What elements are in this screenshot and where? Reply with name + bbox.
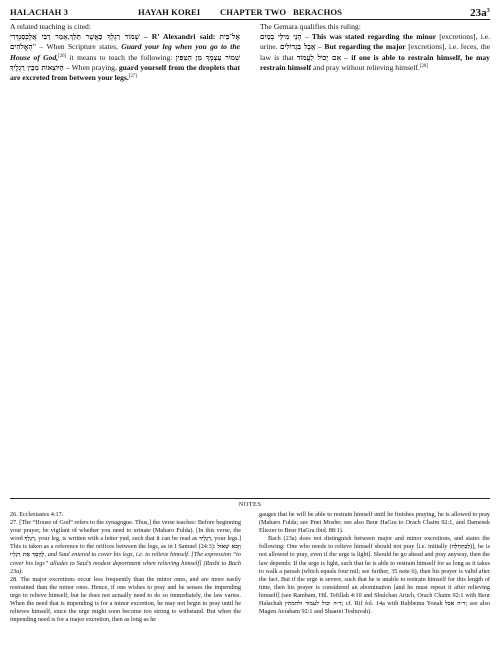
page-number-sup: 3 [486, 8, 490, 14]
text: – [341, 52, 352, 62]
note-28-text: ; see also Magen Avraham 92:1 and Shaarei Teshuvah). [259, 600, 490, 616]
text: it means to teach the following: [66, 52, 176, 62]
header-page-number [470, 7, 490, 19]
right-intro [260, 22, 490, 32]
notes-right-column [259, 511, 490, 616]
note-27-text: 27. [The “House of God” refers to the synagogue. Thus,] the verse teaches: Before beginning your prayer, be vigilant of whether you need to urinate (Maharo Fulda). [In this verse, the word [10, 519, 241, 543]
note-28-bach [259, 535, 490, 616]
note-27-text: , your leg, is written with a letter yud, such that it can be read as [34, 535, 200, 543]
note-27-text: , and Saul entered to cover his legs, i.e. to relieve himself. [The expression “to cover his legs” alludes to Saul’s modest deportment when relieving himself] (Rashi to Bach 23a). [10, 551, 241, 575]
left-intro-text: A related teaching is cited: [10, 22, 91, 31]
hebrew-attribution: אָמַר רַבִּי אֲלֶכְּסַנְדְּרִי [10, 32, 68, 42]
note-28-cont [259, 511, 490, 535]
note-26 [10, 511, 241, 519]
hebrew-heading: ד״ה יכול לעמוד ולהמתין [284, 601, 342, 608]
hebrew-verse: שְׁמוֹר רַגְלְךָ כַּאֲשֶׁר תֵּלֵךְ [69, 32, 140, 42]
notes-title: NOTES [238, 501, 262, 508]
hebrew-word: לְכַתְּחִלָּה [451, 544, 471, 551]
note-28-text: ; cf. Rif fol. 14a with Rabbeinu Yonah [341, 600, 446, 608]
hebrew-phrase-2: אֲבָל בִּגְדוֹלִים [280, 42, 316, 52]
left-teaching [10, 32, 240, 83]
text: , [67, 32, 70, 42]
note-28 [10, 576, 241, 625]
page-number-main: 23a [470, 7, 487, 19]
note-28-text: )], he is not allowed to pray, even if the urge is light]. Should he go ahead and pray anyway, then the law depends: If the urge is light, such that he is able to restrain himself for as long as it takes to walk a parsah (which equals four mil; see further, 35 note 6), then his prayer is valid after the fact. But if the urge is severe, such that he is unable to restrain himself for this length of time, then his prayer is considered an abomination [and he must repeat it after relieving himself] (see Rambam, Hil. Tefillah 4:10 and Shulchan Aruch, Orach Chaim 92:1 with Beur Halachah [259, 543, 490, 608]
text: – [315, 42, 325, 52]
hebrew-phrase: הָנֵי מִילֵּי בְּמַיִם [260, 32, 302, 42]
hebrew-heading: ד״ה אבל [445, 601, 466, 608]
main-text-left-column [10, 22, 240, 83]
hebrew-verse: וַיָּבֹא שָׁאוּל לְהָסֵךְ אֶת רַגְלָיו [10, 544, 241, 559]
bold-text: guard yourself from the droplets that are excreted from between your legs. [10, 62, 240, 83]
hebrew-verse-2: אֶל־בֵּית הָאֱלֹהִים [10, 32, 241, 52]
header-rule [10, 19, 490, 20]
text: – When praying, [63, 62, 119, 72]
notes-left-column [10, 511, 241, 624]
bold-text: But regarding the major [324, 42, 406, 52]
main-text-right-column [260, 22, 490, 73]
bold-text: This was stated regarding the minor [311, 32, 437, 42]
header-chapter-name: HAYAH KOREI [138, 7, 201, 17]
hebrew-word: רַגְלֶיךָ [199, 536, 211, 543]
right-intro-text: The Gemara qualifies this ruling: [260, 22, 361, 31]
note-ref-28[interactable]: [28] [419, 63, 428, 69]
text: [excretions], i.e. feces, the law is that [260, 42, 491, 62]
bold-italic-verse: Guard your leg when you go to the House of God, [10, 42, 240, 62]
header-chapter-number: CHAPTER TWO [220, 7, 287, 17]
hebrew-phrase-3: אִם יָכוֹל לַעֲמוֹד [296, 52, 342, 62]
hebrew-word: רַגְלְךָ [24, 536, 35, 543]
right-ruling [260, 32, 490, 73]
note-27 [10, 519, 241, 576]
text: and pray without relieving himself. [311, 62, 420, 72]
text: [excretions], i.e. urine. [260, 32, 490, 52]
hebrew-teaching: שְׁמוֹר עַצְמְךָ מִן הַטִּפִּין הַיּוֹצְאוֹת מִבֵּין רַגְלֶיךָ [10, 52, 241, 72]
header-tractate: BERACHOS [293, 7, 343, 17]
note-28-text: 28. The major excretions occur less frequently than the minor ones, and are more easily restrained than the minor ones. Hence, if one wishes to pray and he senses the impending urge to relieve himself, but he does not actually need to do so immediately, the law varies. When the need that is impending is for a minor excretion, he may not begin to pray until he relieves himself, since the urge might soon become too strong to withstand. But when the impending need is for a major excretion, then as long as he [10, 575, 241, 624]
bold-text: if one is able to restrain himself, he may restrain himself [260, 52, 490, 72]
left-intro [10, 22, 240, 32]
note-28-text: gauges that he will be able to restrain himself until he finishes praying, he is allowed to pray (Maharo Fulda; see Pnei Moshe; see also Beur HaGra to Orach Chaim 92:1, and Damesek Eliezer to Beur HaGra ibid. 88:1). [259, 511, 490, 535]
notes-rule [10, 498, 490, 499]
note-27-text: , your legs.] This is taken as a reference to the orifices between the legs, as in I Samuel (24:3): [10, 535, 242, 551]
running-header [10, 6, 490, 20]
text: – [301, 32, 312, 42]
text: ” – When Scripture states, [32, 42, 122, 52]
note-ref-27[interactable]: [27] [128, 74, 137, 80]
note-ref-26[interactable]: [26] [58, 53, 67, 59]
header-halachah: HALACHAH 3 [10, 7, 69, 17]
note-28-text: Bach (23a) does not distinguish between major and minor excretions, and states the following: One who needs to relieve himself should not pray [i.e. initially ( [259, 535, 490, 551]
bold-text: – R’ Alexandri said: [139, 32, 220, 42]
note-26-text: 26. Ecclesiastes 4:17. [10, 511, 64, 518]
